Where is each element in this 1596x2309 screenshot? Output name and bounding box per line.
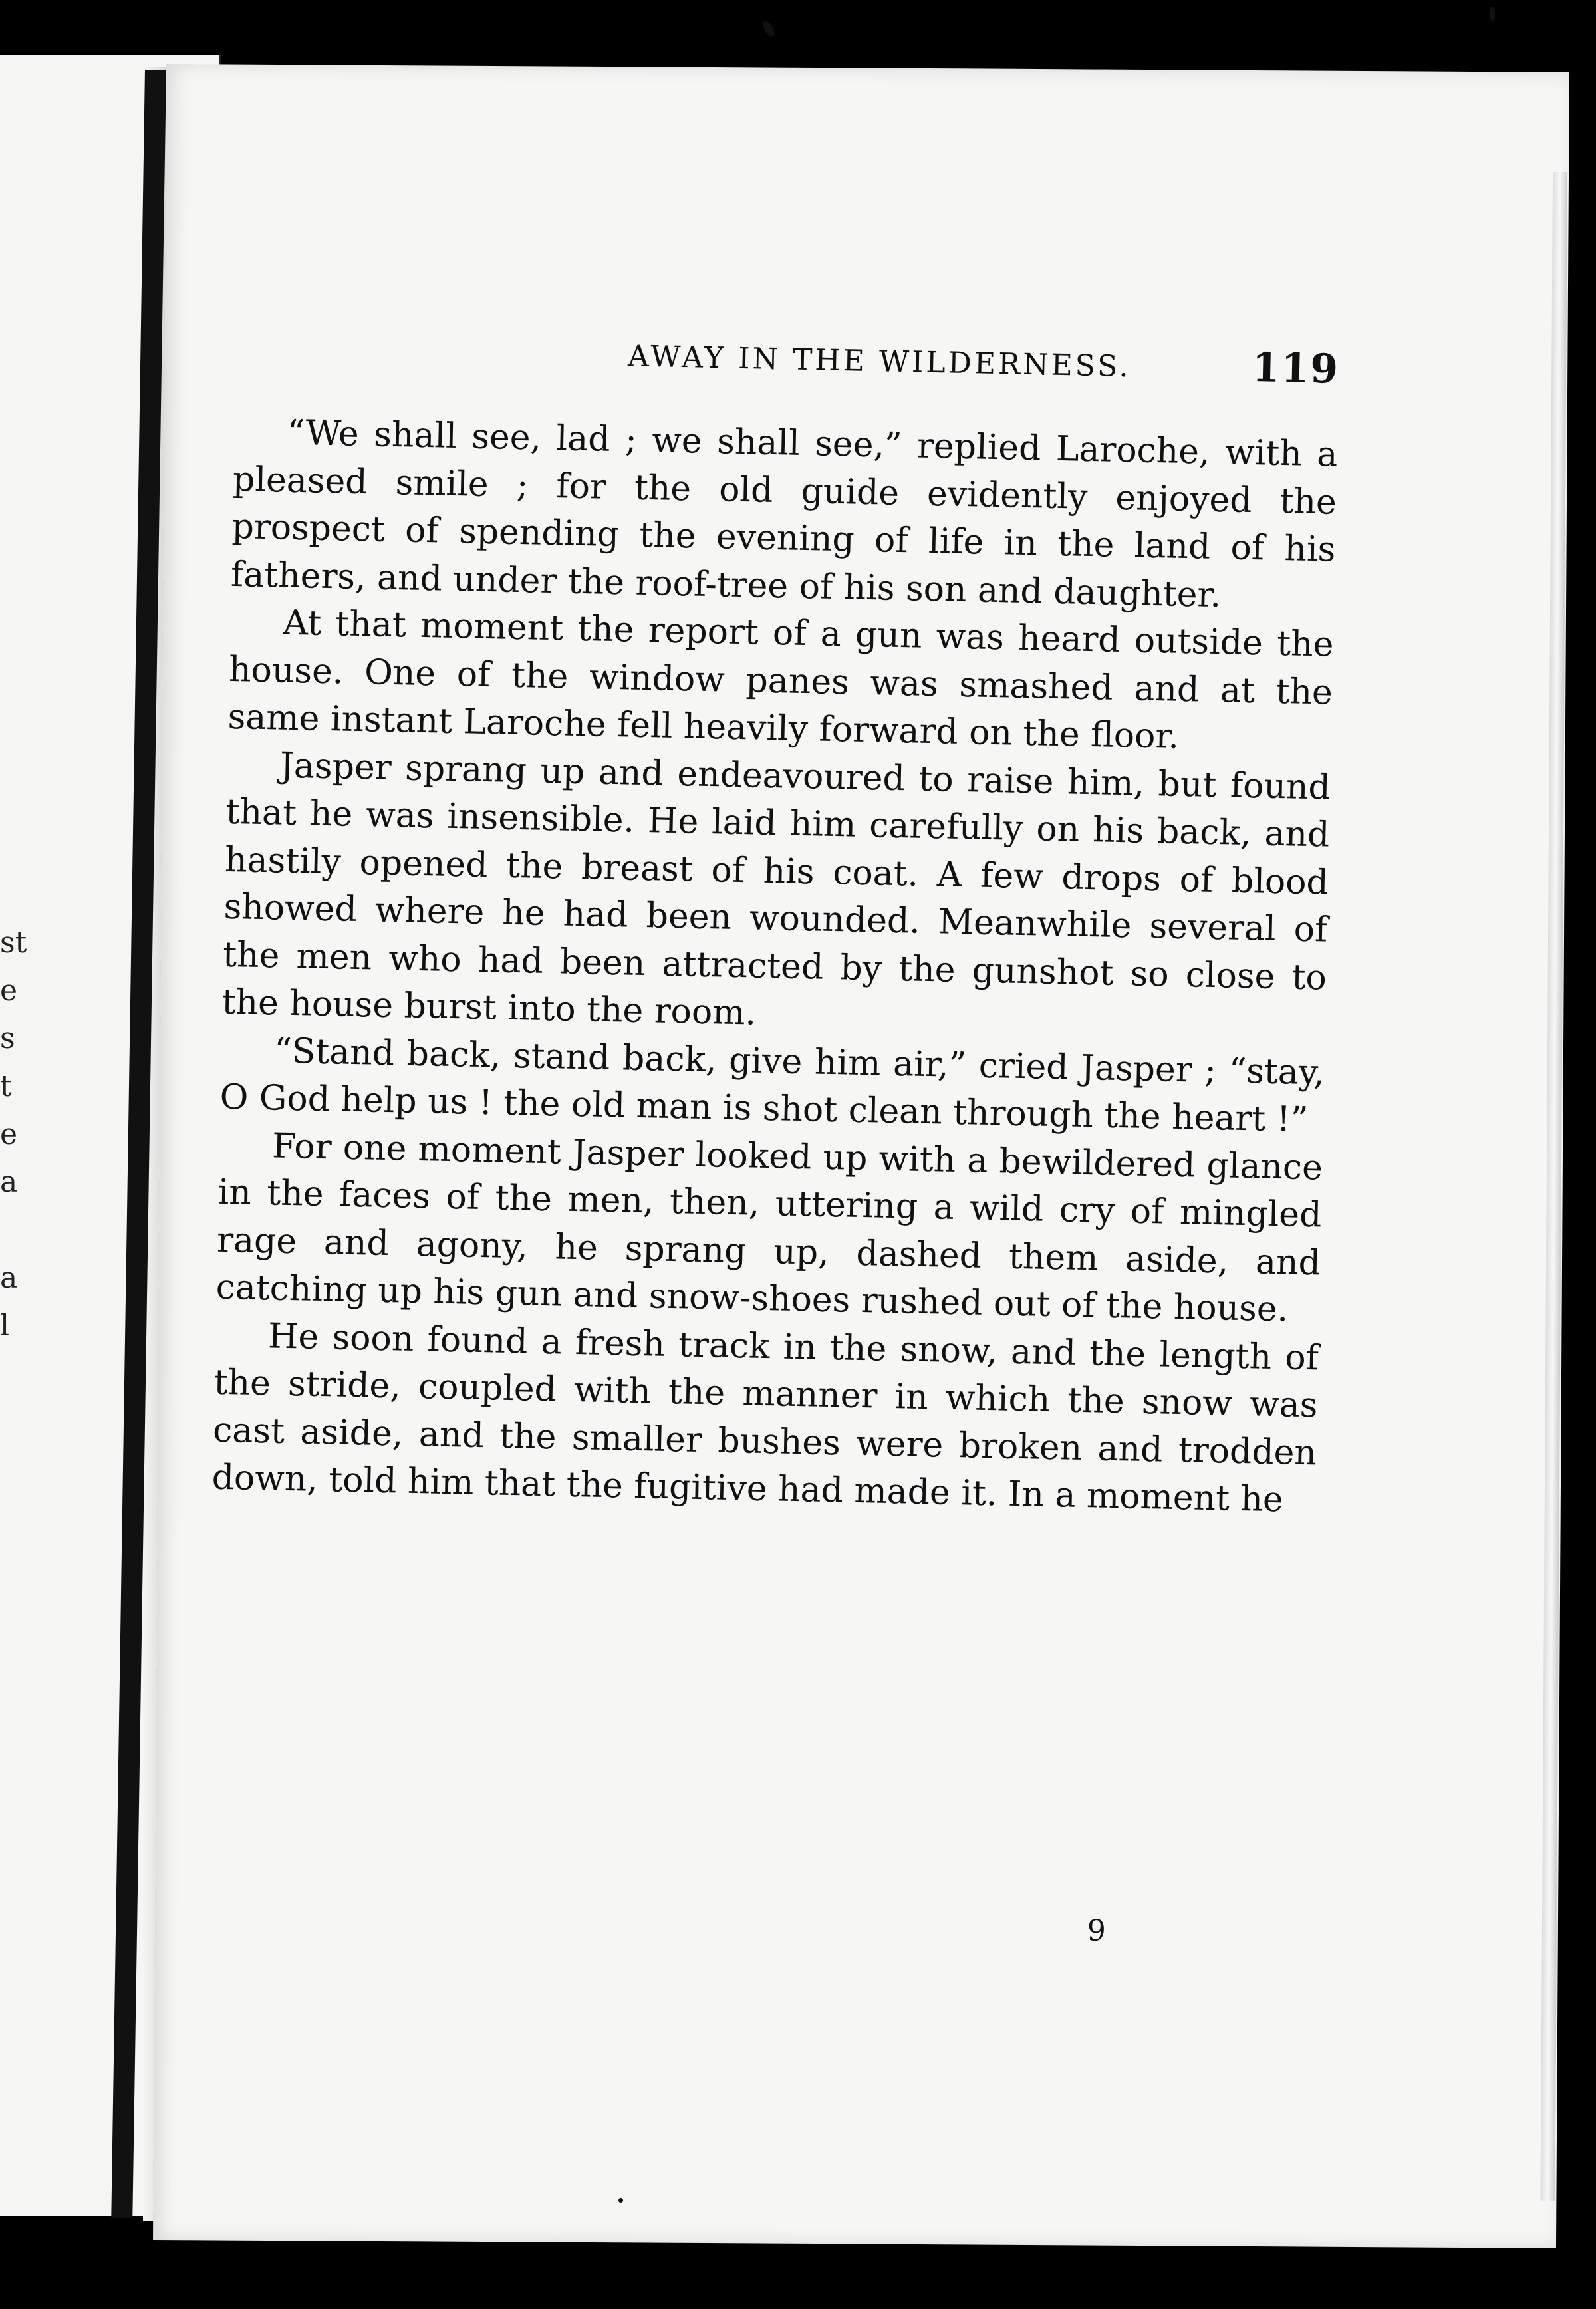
scan-speck [618, 2198, 623, 2203]
running-head-title: AWAY IN THE WILDERNESS. [627, 339, 1132, 384]
page-number: 119 [1252, 344, 1340, 393]
scan-speck [761, 19, 776, 39]
paragraph: At that moment the report of a gun was heard outside the house. One of the window panes was smashed and at the same instant Laroche fell heavily forward on the floor. [227, 603, 1334, 757]
paragraph: He soon found a fresh track in the snow, and the length of the stride, coupled with the manner in which the snow was cast aside, and the smaller bushes were broken and trodden down, told him that the fugitive had made it. In a moment he [211, 1315, 1319, 1520]
fragment-line: a [0, 1261, 18, 1295]
left-page-text-fragments [0, 919, 27, 1350]
page-edge [1540, 172, 1567, 2201]
paragraph: For one moment Jasper looked up with a bewildered glance in the faces of the men, then, uttering a wild cry of mingled rage and agony, he sprang up, dashed them aside, and catching up his gun and snow-shoes rushed out of the house. [215, 1125, 1323, 1330]
paragraph: “We shall see, lad ; we shall see,” replied Laroche, with a pleased smile ; for the old guide evidently enjoyed the prospect of spending the evening of life in the land of his fathers, and under the roof-tree of his son and daughter. [230, 412, 1338, 615]
fragment-line: s [0, 1021, 15, 1055]
fragment-line [0, 1206, 27, 1254]
fragment-line: a [0, 1165, 18, 1199]
fragment-line: e [0, 974, 18, 1008]
signature-mark: 9 [1087, 1913, 1107, 1948]
page-text-block [211, 326, 1340, 1948]
fragment-line: e [0, 1117, 18, 1151]
paragraph: “Stand back, stand back, give him air,” cried Jasper ; “stay, O God help us ! the old man is shot clean through the heart !” [219, 1030, 1325, 1141]
fragment-line: st [0, 926, 27, 960]
fragment-line: t [0, 1069, 12, 1103]
scan-speck [1490, 7, 1495, 21]
fragment-line: l [0, 1309, 10, 1343]
paragraph: Jasper sprang up and endeavoured to raise him, but found that he was insensible. He laid him carefully on his back, and hastily opened the breast of his coat. A few drops of blood showed where he had been wounded. Meanwhile several of the men who had been attracted by the gunshot so close to the house burst into the room. [221, 746, 1331, 1033]
